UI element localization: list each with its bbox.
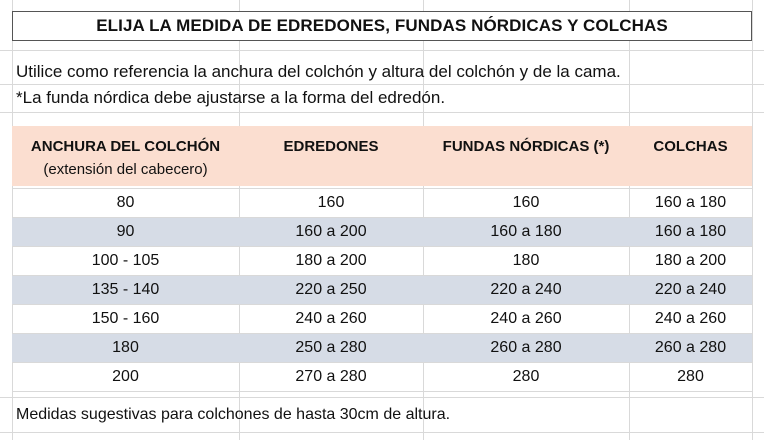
page-title: ELIJA LA MEDIDA DE EDREDONES, FUNDAS NÓRDICAS Y COLCHAS	[12, 11, 752, 41]
cell-duvet-cover: 220 a 240	[490, 281, 562, 298]
header-bedspreads	[629, 126, 752, 186]
gridline	[0, 432, 764, 433]
cell-duvet-cover: 280	[512, 368, 540, 385]
header-label: FUNDAS NÓRDICAS (*)	[442, 138, 610, 155]
cell-duvet: 160 a 200	[295, 223, 367, 240]
cell-duvet-cover: 160 a 180	[490, 223, 562, 240]
table-row	[12, 333, 752, 362]
cell-bedspread: 260 a 280	[654, 339, 727, 356]
table-row	[12, 217, 752, 246]
table-row	[12, 362, 752, 391]
header-label: ANCHURA DEL COLCHÓN	[30, 138, 221, 155]
gridline	[0, 84, 764, 85]
cell-bedspread: 280	[677, 368, 704, 385]
cell-duvet-cover: 240 a 260	[490, 310, 562, 327]
cell-mattress-width: 100 - 105	[91, 252, 160, 269]
header-mattress-width	[12, 126, 239, 186]
cell-mattress-width: 150 - 160	[91, 310, 160, 327]
size-table-body	[12, 188, 752, 391]
table-header	[12, 126, 752, 186]
header-duvets	[239, 126, 423, 186]
header-sub-label: (extensión del cabecero)	[43, 161, 208, 178]
gridline	[752, 0, 753, 440]
cell-duvet-cover: 160	[512, 194, 540, 211]
blank-row	[12, 391, 752, 406]
footer-note: Medidas sugestivas para colchones de hasta 30cm de altura.	[16, 406, 451, 423]
duvet-cover-note: *La funda nórdica debe ajustarse a la forma del edredón.	[16, 88, 446, 107]
cell-duvet: 220 a 250	[295, 281, 367, 298]
cell-mattress-width: 200	[112, 368, 139, 385]
cell-mattress-width: 135 - 140	[91, 281, 160, 298]
cell-duvet: 160	[317, 194, 345, 211]
table-row	[12, 188, 752, 217]
cell-mattress-width: 80	[116, 194, 135, 211]
cell-mattress-width: 90	[116, 223, 135, 240]
cell-bedspread: 180 a 200	[654, 252, 727, 269]
table-row	[12, 304, 752, 333]
cell-duvet: 250 a 280	[295, 339, 367, 356]
cell-duvet: 240 a 260	[295, 310, 367, 327]
cell-duvet-cover: 180	[512, 252, 540, 269]
cell-bedspread: 160 a 180	[654, 194, 727, 211]
gridline	[0, 112, 764, 113]
cell-bedspread: 160 a 180	[654, 223, 727, 240]
header-label: EDREDONES	[283, 138, 379, 155]
table-row	[12, 246, 752, 275]
table-row	[12, 275, 752, 304]
cell-duvet-cover: 260 a 280	[490, 339, 562, 356]
cell-duvet: 270 a 280	[295, 368, 367, 385]
header-duvet-covers	[423, 126, 629, 186]
cell-bedspread: 220 a 240	[654, 281, 727, 298]
cell-mattress-width: 180	[112, 339, 139, 356]
cell-bedspread: 240 a 260	[654, 310, 727, 327]
cell-duvet: 180 a 200	[295, 252, 367, 269]
header-label: COLCHAS	[653, 138, 728, 155]
reference-note: Utilice como referencia la anchura del colchón y altura del colchón y de la cama.	[16, 62, 621, 81]
gridline	[0, 50, 764, 51]
